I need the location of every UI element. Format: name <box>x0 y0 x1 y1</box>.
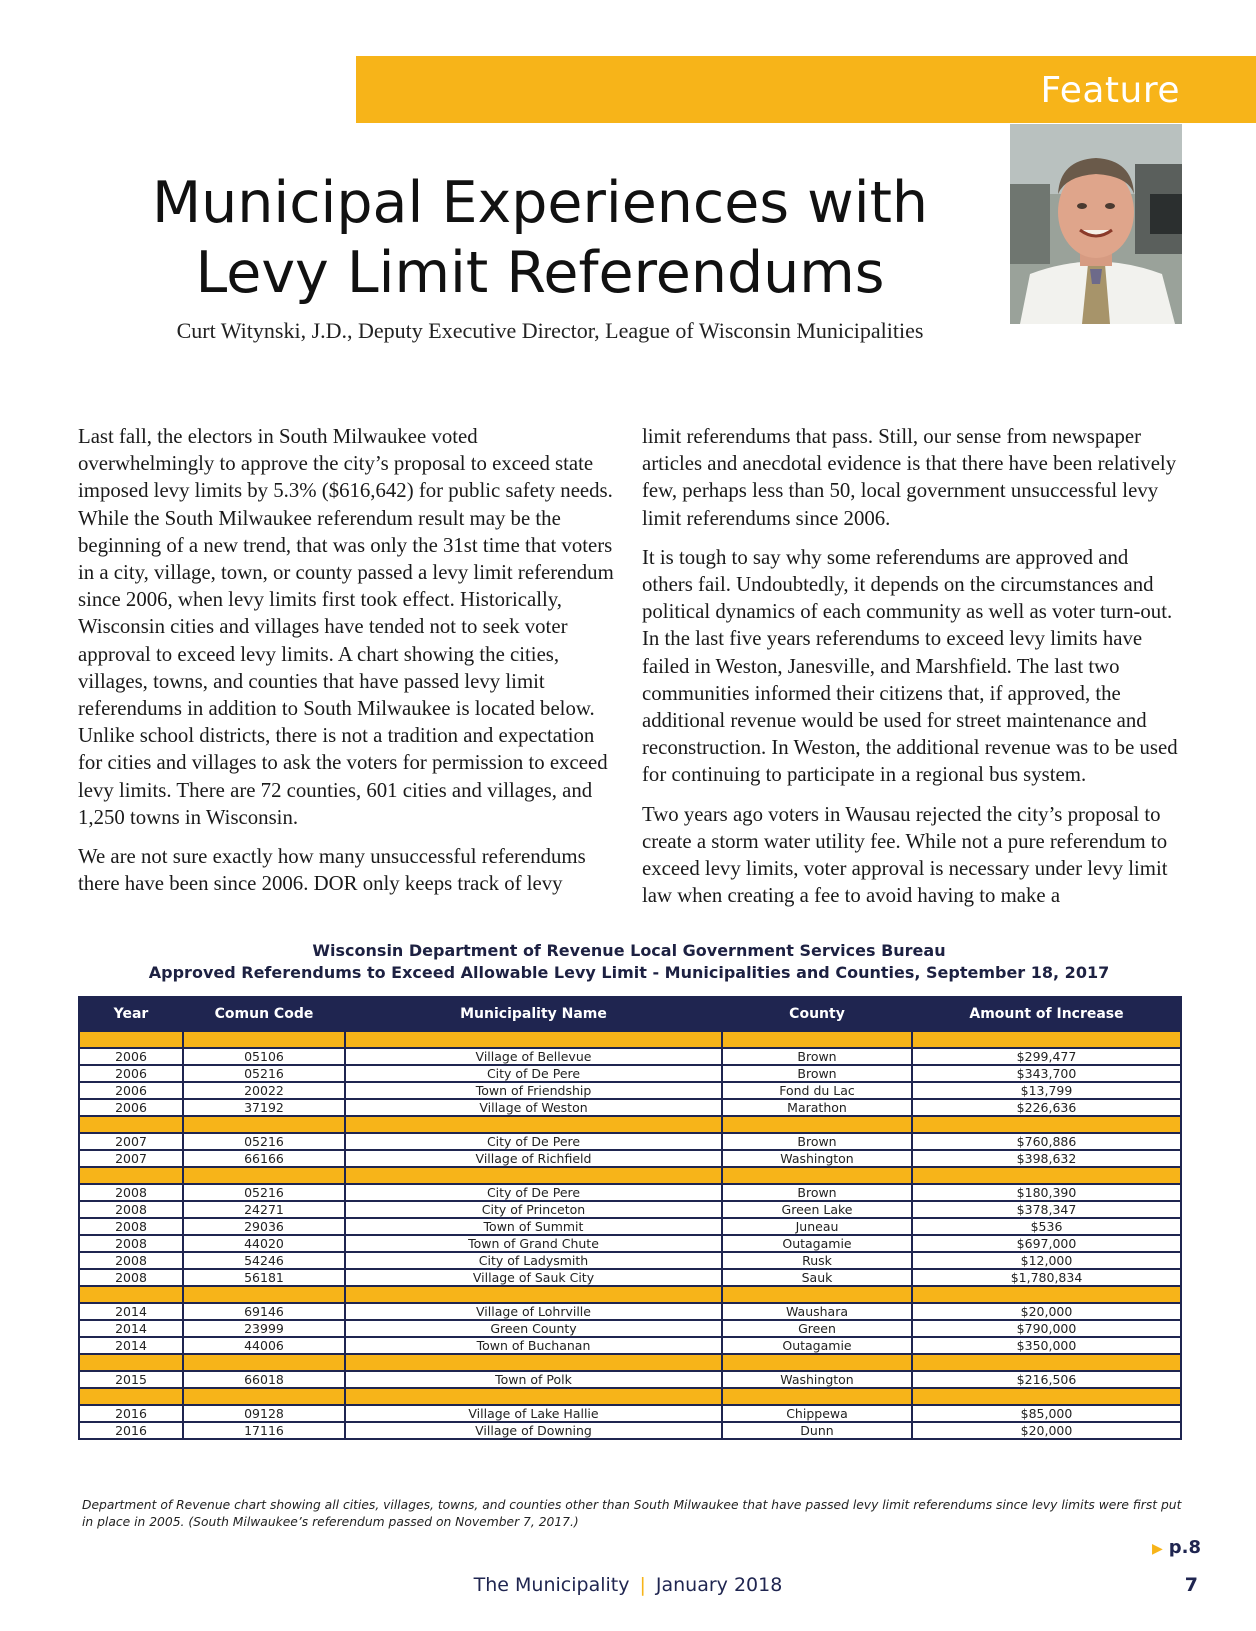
code-cell: 44020 <box>183 1235 345 1252</box>
table-row <box>79 1065 1181 1082</box>
table-row <box>79 1184 1181 1201</box>
year-cell: 2006 <box>79 1099 183 1116</box>
issue-date: January 2018 <box>655 1574 783 1596</box>
municipality-cell: Village of Downing <box>345 1422 722 1439</box>
table-row <box>79 1269 1181 1286</box>
municipality-cell: City of Princeton <box>345 1201 722 1218</box>
table-row <box>79 1337 1181 1354</box>
county-cell: Chippewa <box>722 1405 912 1422</box>
table-row <box>79 1371 1181 1388</box>
amount-cell: $760,886 <box>912 1133 1181 1150</box>
amount-cell: $1,780,834 <box>912 1269 1181 1286</box>
year-cell: 2006 <box>79 1065 183 1082</box>
separator-cell <box>722 1388 912 1405</box>
amount-cell: $790,000 <box>912 1320 1181 1337</box>
year-cell: 2008 <box>79 1184 183 1201</box>
county-cell: Rusk <box>722 1252 912 1269</box>
code-cell: 09128 <box>183 1405 345 1422</box>
separator-cell <box>183 1354 345 1371</box>
county-cell: Washington <box>722 1150 912 1167</box>
separator-cell <box>183 1286 345 1303</box>
county-cell: Fond du Lac <box>722 1082 912 1099</box>
municipality-cell: Town of Buchanan <box>345 1337 722 1354</box>
code-cell: 29036 <box>183 1218 345 1235</box>
separator-cell <box>79 1116 183 1133</box>
code-cell: 66166 <box>183 1150 345 1167</box>
separator-cell <box>345 1167 722 1184</box>
paragraph: It is tough to say why some referendums are approved and others fail. Undoubtedly, it depends on the circumstances and political dynamics of each community as well as voter turn-out. In the last five years referendums to exceed levy limits have failed in Weston, Janesville, and Marshfield. The last two communities informed their citizens that, if approved, the additional revenue would be used for street maintenance and reconstruction. In Weston, the additional revenue was to be used for continuing to participate in a regional bus system. <box>642 545 1178 787</box>
separator-cell <box>722 1167 912 1184</box>
year-cell: 2016 <box>79 1422 183 1439</box>
amount-cell: $20,000 <box>912 1422 1181 1439</box>
separator-cell <box>345 1116 722 1133</box>
table-row <box>79 1405 1181 1422</box>
separator-cell <box>722 1286 912 1303</box>
county-cell: Outagamie <box>722 1337 912 1354</box>
table-row <box>79 1201 1181 1218</box>
section-label: Feature <box>1040 70 1180 111</box>
column-header-year: Year <box>79 997 183 1031</box>
table-header-row <box>79 997 1181 1031</box>
county-cell: Brown <box>722 1065 912 1082</box>
feature-banner <box>356 56 1256 123</box>
year-cell: 2006 <box>79 1048 183 1065</box>
amount-cell: $180,390 <box>912 1184 1181 1201</box>
table-row <box>79 1133 1181 1150</box>
separator-cell <box>183 1388 345 1405</box>
group-separator-row <box>79 1388 1181 1405</box>
separator-cell <box>79 1286 183 1303</box>
paragraph: limit referendums that pass. Still, our sense from newspaper articles and anecdotal evidence is that there have been relatively few, perhaps less than 50, local government unsuccessful levy limit referendums since 2006. <box>642 425 1177 530</box>
year-cell: 2006 <box>79 1082 183 1099</box>
right-column <box>642 423 1182 921</box>
municipality-cell: Town of Polk <box>345 1371 722 1388</box>
separator-cell <box>183 1167 345 1184</box>
group-separator-row <box>79 1031 1181 1048</box>
left-column <box>78 423 618 909</box>
separator-cell <box>912 1286 1181 1303</box>
separator-cell <box>183 1116 345 1133</box>
amount-cell: $350,000 <box>912 1337 1181 1354</box>
municipality-cell: Village of Weston <box>345 1099 722 1116</box>
municipality-cell: Village of Lake Hallie <box>345 1405 722 1422</box>
separator-cell <box>912 1031 1181 1048</box>
table-subtitle: Approved Referendums to Exceed Allowable Levy Limit - Municipalities and Counties, September 18, 2017 <box>148 963 1110 982</box>
year-cell: 2008 <box>79 1235 183 1252</box>
triangle-right-icon: ▶ <box>1151 1541 1163 1557</box>
municipality-cell: City of De Pere <box>345 1133 722 1150</box>
amount-cell: $299,477 <box>912 1048 1181 1065</box>
table-row <box>79 1422 1181 1439</box>
year-cell: 2008 <box>79 1269 183 1286</box>
separator-cell <box>722 1031 912 1048</box>
table-row <box>79 1303 1181 1320</box>
code-cell: 56181 <box>183 1269 345 1286</box>
amount-cell: $216,506 <box>912 1371 1181 1388</box>
separator-cell <box>722 1354 912 1371</box>
article-title-line1: Municipal Experiences with <box>151 170 929 236</box>
county-cell: Dunn <box>722 1422 912 1439</box>
municipality-cell: Village of Sauk City <box>345 1269 722 1286</box>
code-cell: 54246 <box>183 1252 345 1269</box>
municipality-cell: Village of Lohrville <box>345 1303 722 1320</box>
author-portrait-image <box>1010 124 1182 324</box>
group-separator-row <box>79 1167 1181 1184</box>
separator-cell <box>912 1167 1181 1184</box>
separator-cell <box>345 1388 722 1405</box>
separator-cell <box>912 1116 1181 1133</box>
article-title-line2: Levy Limit Referendums <box>195 240 885 306</box>
amount-cell: $697,000 <box>912 1235 1181 1252</box>
amount-cell: $85,000 <box>912 1405 1181 1422</box>
year-cell: 2007 <box>79 1150 183 1167</box>
code-cell: 05216 <box>183 1133 345 1150</box>
county-cell: Brown <box>722 1048 912 1065</box>
author-portrait <box>1010 124 1182 324</box>
code-cell: 20022 <box>183 1082 345 1099</box>
separator-cell <box>345 1354 722 1371</box>
county-cell: Marathon <box>722 1099 912 1116</box>
code-cell: 05216 <box>183 1065 345 1082</box>
amount-cell: $20,000 <box>912 1303 1181 1320</box>
referendums-table <box>78 996 1182 1440</box>
article-byline: Curt Witynski, J.D., Deputy Executive Director, League of Wisconsin Municipalities <box>176 318 924 343</box>
table-row <box>79 1150 1181 1167</box>
separator-cell <box>722 1116 912 1133</box>
code-cell: 69146 <box>183 1303 345 1320</box>
table-row <box>79 1048 1181 1065</box>
column-header-municipality: Municipality Name <box>345 997 722 1031</box>
column-header-amount: Amount of Increase <box>912 997 1181 1031</box>
table-row <box>79 1235 1181 1252</box>
column-header-code: Comun Code <box>183 997 345 1031</box>
page-number: 7 <box>1184 1574 1198 1596</box>
separator-cell <box>79 1167 183 1184</box>
municipality-cell: Town of Friendship <box>345 1082 722 1099</box>
table-row <box>79 1218 1181 1235</box>
year-cell: 2015 <box>79 1371 183 1388</box>
paragraph: Last fall, the electors in South Milwaukee voted overwhelmingly to approve the city’s proposal to exceed state imposed levy limits by 5.3% ($616,642) for public safety needs. While the South Milwaukee referendum result may be the beginning of a new trend, that was only the 31st time that voters in a city, village, town, or county passed a levy limit referendum since 2006, when levy limits first took effect. Historically, Wisconsin cities and villages have tended not to seek voter approval to exceed levy limits. A chart showing the cities, villages, towns, and counties that have passed levy limit referendums in addition to South Milwaukee is located below. Unlike school districts, there is not a tradition and expectation for cities and villages to ask the voters for permission to exceed levy limits. There are 72 counties, 601 cities and villages, and 1,250 towns in Wisconsin. <box>78 425 614 829</box>
year-cell: 2016 <box>79 1405 183 1422</box>
table-row <box>79 1320 1181 1337</box>
table-row <box>79 1099 1181 1116</box>
year-cell: 2014 <box>79 1337 183 1354</box>
separator-cell <box>79 1031 183 1048</box>
year-cell: 2008 <box>79 1252 183 1269</box>
table-title: Wisconsin Department of Revenue Local Government Services Bureau <box>312 941 946 960</box>
county-cell: Sauk <box>722 1269 912 1286</box>
amount-cell: $226,636 <box>912 1099 1181 1116</box>
county-cell: Juneau <box>722 1218 912 1235</box>
separator-cell <box>345 1286 722 1303</box>
municipality-cell: City of De Pere <box>345 1184 722 1201</box>
municipality-cell: City of De Pere <box>345 1065 722 1082</box>
code-cell: 23999 <box>183 1320 345 1337</box>
county-cell: Brown <box>722 1184 912 1201</box>
separator-cell <box>345 1031 722 1048</box>
continued-page-label: p.8 <box>1168 1537 1201 1558</box>
county-cell: Washington <box>722 1371 912 1388</box>
amount-cell: $13,799 <box>912 1082 1181 1099</box>
separator-cell <box>79 1354 183 1371</box>
county-cell: Brown <box>722 1133 912 1150</box>
article-title <box>110 168 970 308</box>
municipality-cell: Town of Summit <box>345 1218 722 1235</box>
group-separator-row <box>79 1286 1181 1303</box>
column-header-county: County <box>722 997 912 1031</box>
code-cell: 05106 <box>183 1048 345 1065</box>
code-cell: 44006 <box>183 1337 345 1354</box>
county-cell: Green <box>722 1320 912 1337</box>
municipality-cell: Town of Grand Chute <box>345 1235 722 1252</box>
separator-cell <box>79 1388 183 1405</box>
municipality-cell: City of Ladysmith <box>345 1252 722 1269</box>
municipality-cell: Village of Bellevue <box>345 1048 722 1065</box>
code-cell: 05216 <box>183 1184 345 1201</box>
amount-cell: $398,632 <box>912 1150 1181 1167</box>
separator-cell <box>912 1388 1181 1405</box>
group-separator-row <box>79 1354 1181 1371</box>
table-row <box>79 1082 1181 1099</box>
publication-name: The Municipality <box>473 1574 630 1596</box>
code-cell: 37192 <box>183 1099 345 1116</box>
year-cell: 2008 <box>79 1218 183 1235</box>
separator-cell <box>183 1031 345 1048</box>
group-separator-row <box>79 1116 1181 1133</box>
year-cell: 2014 <box>79 1303 183 1320</box>
amount-cell: $378,347 <box>912 1201 1181 1218</box>
year-cell: 2014 <box>79 1320 183 1337</box>
municipality-cell: Village of Richfield <box>345 1150 722 1167</box>
year-cell: 2007 <box>79 1133 183 1150</box>
code-cell: 24271 <box>183 1201 345 1218</box>
county-cell: Green Lake <box>722 1201 912 1218</box>
amount-cell: $536 <box>912 1218 1181 1235</box>
footer-separator: | <box>639 1574 646 1596</box>
table-caption: Department of Revenue chart showing all cities, villages, towns, and counties other than South Milwaukee that have passed levy limit referendums since levy limits were first put in place in 2005. (South Milwaukee’s referendum passed on November 7, 2017.) <box>82 1498 1182 1529</box>
code-cell: 17116 <box>183 1422 345 1439</box>
paragraph: Two years ago voters in Wausau rejected the city’s proposal to create a storm water utility fee. While not a pure referendum to exceed levy limits, voter approval is necessary under levy limit law when creating a fee to avoid having to make a <box>642 802 1168 908</box>
page-footer <box>0 1574 1256 1596</box>
code-cell: 66018 <box>183 1371 345 1388</box>
table-row <box>79 1252 1181 1269</box>
paragraph: We are not sure exactly how many unsuccessful referendums there have been since 2006. DOR only keeps track of levy <box>78 845 586 896</box>
amount-cell: $343,700 <box>912 1065 1181 1082</box>
county-cell: Waushara <box>722 1303 912 1320</box>
continued-on-link[interactable] <box>1152 1537 1201 1558</box>
table-body <box>79 1031 1181 1439</box>
separator-cell <box>912 1354 1181 1371</box>
year-cell: 2008 <box>79 1201 183 1218</box>
county-cell: Outagamie <box>722 1235 912 1252</box>
municipality-cell: Green County <box>345 1320 722 1337</box>
amount-cell: $12,000 <box>912 1252 1181 1269</box>
